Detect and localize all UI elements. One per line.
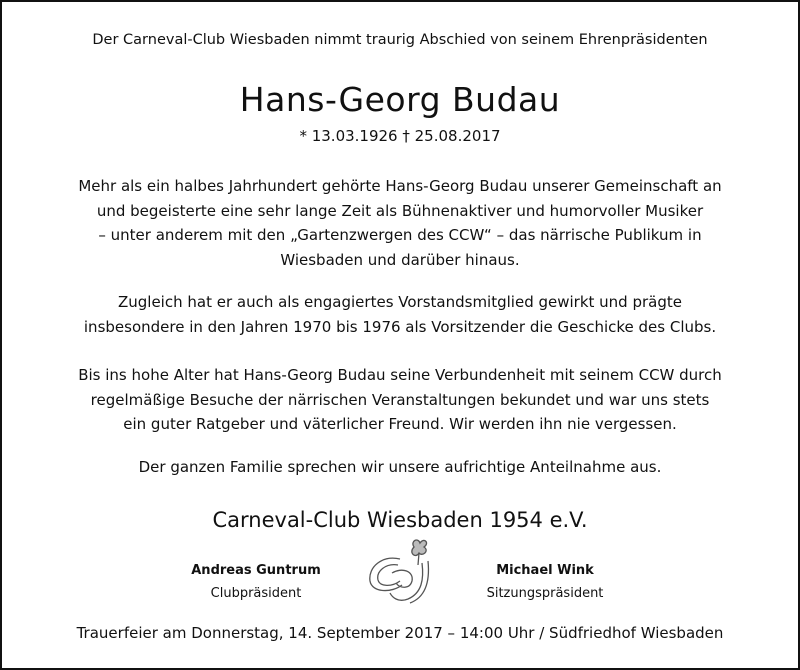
paragraph-line: Zugleich hat er auch als engagiertes Vorstandsmitglied gewirkt und prägte [117,293,682,311]
club-name: Carneval-Club Wiesbaden 1954 e.V. [212,508,588,532]
intro-line: Der Carneval-Club Wiesbaden nimmt traurig Abschied von seinem Ehrenpräsidenten [92,32,708,48]
life-dates: * 13.03.1926 † 25.08.2017 [299,127,501,145]
paragraph-line: und begeisterte eine sehr lange Zeit als Bühnenaktiver und humorvoller Musiker [96,201,704,220]
signatory-1 [156,559,356,605]
signatory-name: Michael Wink [496,563,594,578]
paragraph-2 [0,290,800,339]
paragraph-3 [0,363,800,437]
ccw-logo-icon [362,537,442,607]
paragraph-line: ein guter Ratgeber und väterlicher Freund. Wir werden ihn nie vergessen. [123,415,677,433]
paragraph-line: Bis ins hohe Alter hat Hans-Georg Budau seine Verbundenheit mit seinem CCW durch [78,366,722,384]
signatory-title: Clubpräsident [210,586,302,601]
signatory-title: Sitzungspräsident [486,586,604,601]
paragraph-1 [0,174,800,272]
paragraph-4 [0,455,800,480]
paragraph-line: insbesondere in den Jahren 1970 bis 1976 als Vorsitzender die Geschicke des Clubs. [83,317,717,336]
paragraph-line: regelmäßige Besuche der närrischen Veranstaltungen bekundet und war uns stets [90,390,710,409]
paragraph-line: Mehr als ein halbes Jahrhundert gehörte Hans-Georg Budau unserer Gemeinschaft an [78,177,722,195]
signatory-2 [445,559,645,605]
funeral-info: Trauerfeier am Donnerstag, 14. September 2017 – 14:00 Uhr / Südfriedhof Wiesbaden [76,624,724,642]
signatory-name: Andreas Guntrum [191,563,321,578]
paragraph-line: – unter anderem mit den „Gartenzwergen des CCW“ – das närrische Publikum in [98,226,702,244]
paragraph-line: Wiesbaden und darüber hinaus. [280,250,520,269]
paragraph-line: Der ganzen Familie sprechen wir unsere aufrichtige Anteilnahme aus. [138,458,662,476]
deceased-name: Hans-Georg Budau [239,80,561,119]
